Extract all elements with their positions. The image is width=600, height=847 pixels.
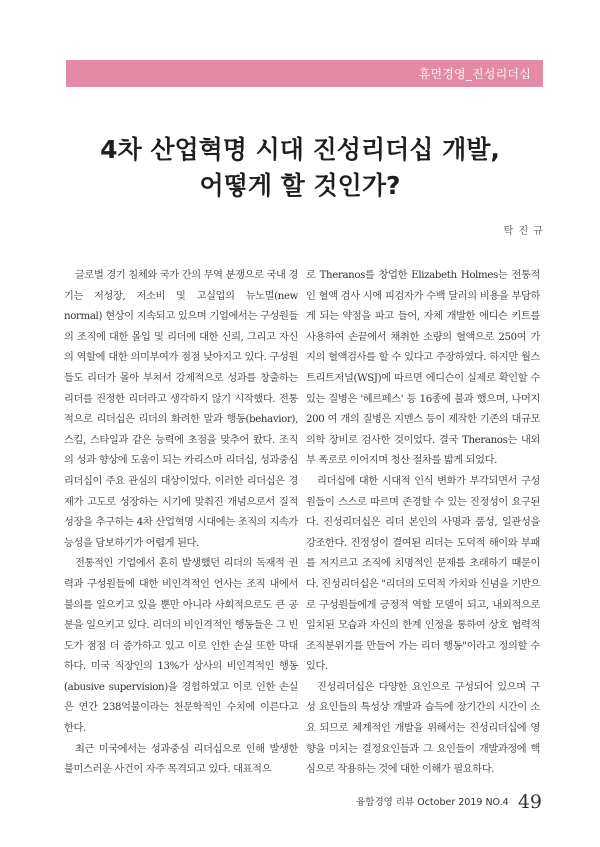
- paragraph: 전통적인 기업에서 흔히 발생했던 리더의 독재적 권력과 구성원들에 대한 비인격적인 언사는 조직 내에서 불의를 일으키고 있을 뿐만 아니라 사회적으로도 큰 공분을 일으키고 있다. 리더의 비인격적인 행동들은 그 빈도가 점점 더 증가하고 있고 이로 인한 손실 또한 막대하다. 미국 직장인의 13%가 상사의 비인격적인 행동 (abusive supervision)을 경험하였고 이로 인한 손실은 연간 238억불이라는 천문학적인 수치에 이른다고 한다.: [64, 558, 298, 735]
- paragraph: 진성리더십은 다양한 요인으로 구성되어 있으며 구성 요인들의 특성상 개발과 습득에 장기간의 시간이 소요 되므로 체계적인 개발을 위해서는 진성리더십에 영향을 미치는 결정요인들과 그 요인들이 개발과정에 핵심으로 작용하는 것에 대한 이해가 필요하다.: [306, 681, 540, 776]
- paragraph: 최근 미국에서는 성과중심 리더십으로 인해 발생한 불미스러운 사건이 자주 목격되고 있다. 대표적으: [64, 743, 298, 776]
- page-footer: [356, 791, 542, 813]
- paragraph: 글로벌 경기 침체와 국가 간의 무역 분쟁으로 국내 경기는 저성장, 저소비 및 고실업의 뉴노멀(new normal) 현상이 지속되고 있으며 기업에서는 구성원들의 조직에 대한 몰입 및 리더에 대한 신뢰, 그리고 자신의 역할에 대한 의미부여가 점점 낮아지고 있다. 구성원들도 리더가 몰아 부쳐서 강제적으로 성과를 창출하는 리더를 진정한 리더라고 생각하지 않기 시작했다. 전통적으로 리더십은 리더의 화려한 말과 행동(behavior), 스킬, 스타일과 같은 능력에 초점을 맞추어 왔다. 조직의 성과 향상에 도움이 되는 카리스마 리더십, 성과중심 리더십이 주요 관심의 대상이었다. 이러한 리더십은 경제가 고도로 성장하는 시기에 맞춰진 개념으로서 질적 성장을 추구하는 4차 산업혁명 시대에는 조직의 지속가능성을 담보하기가 어렵게 된다.: [64, 270, 298, 549]
- title-line-2: 어떻게 할 것인가?: [199, 171, 401, 200]
- title-line-1: 4차 산업혁명 시대 진성리더십 개발,: [100, 135, 500, 164]
- section-label: 휴먼경영_진성리더십: [418, 67, 531, 81]
- body-column-left: [64, 266, 298, 781]
- paragraph-continued: 로 Theranos를 창업한 Elizabeth Holmes는 전통적인 혈액 검사 시에 피검자가 수백 달러의 비용을 부담하게 되는 약점을 파고 들어, 자체 개발한 에디슨 키트를 사용하여 손끝에서 채취한 소량의 혈액으로 250여 가지의 혈액검사를 할 수 있다고 주장하였다. 하지만 월스트리트저널(WSJ)에 따르면 에디슨이 실제로 확인할 수 있는 질병은 '헤르페스' 등 16종에 불과 했으며, 나머지 200 여 개의 질병은 지멘스 등이 제작한 기존의 대규모 의학 장비로 검사한 것이었다. 결국 Theranos는 내외부 폭로로 이어지며 청산 절차를 밟게 되었다.: [306, 270, 540, 467]
- paragraph: 리더십에 대한 시대적 인식 변화가 부각되면서 구성원들이 스스로 따르며 존경할 수 있는 진정성이 요구된다. 진성리더십은 리더 본인의 사명과 품성, 일관성을 강조한다. 진정성이 결여된 리더는 도덕적 해이와 부패를 저지르고 조직에 치명적인 문제를 초래하기 때문이다. 진성리더십은 "리더의 도덕적 가치와 신념을 기반으로 구성원들에게 긍정적 역할 모델이 되고, 내외적으로 일치된 모습과 자신의 한계 인정을 통하여 상호 협력적 조직분위기를 만들어 가는 리더 행동"이라고 정의할 수 있다.: [306, 475, 540, 673]
- page-number: 49: [517, 791, 542, 813]
- section-header-band: [66, 60, 543, 87]
- journal-name: 융합경영 리뷰 October 2019 NO.4: [356, 797, 509, 808]
- author-name: 탁 진 규: [503, 226, 544, 237]
- article-title: [60, 132, 540, 204]
- body-column-right: [306, 266, 540, 781]
